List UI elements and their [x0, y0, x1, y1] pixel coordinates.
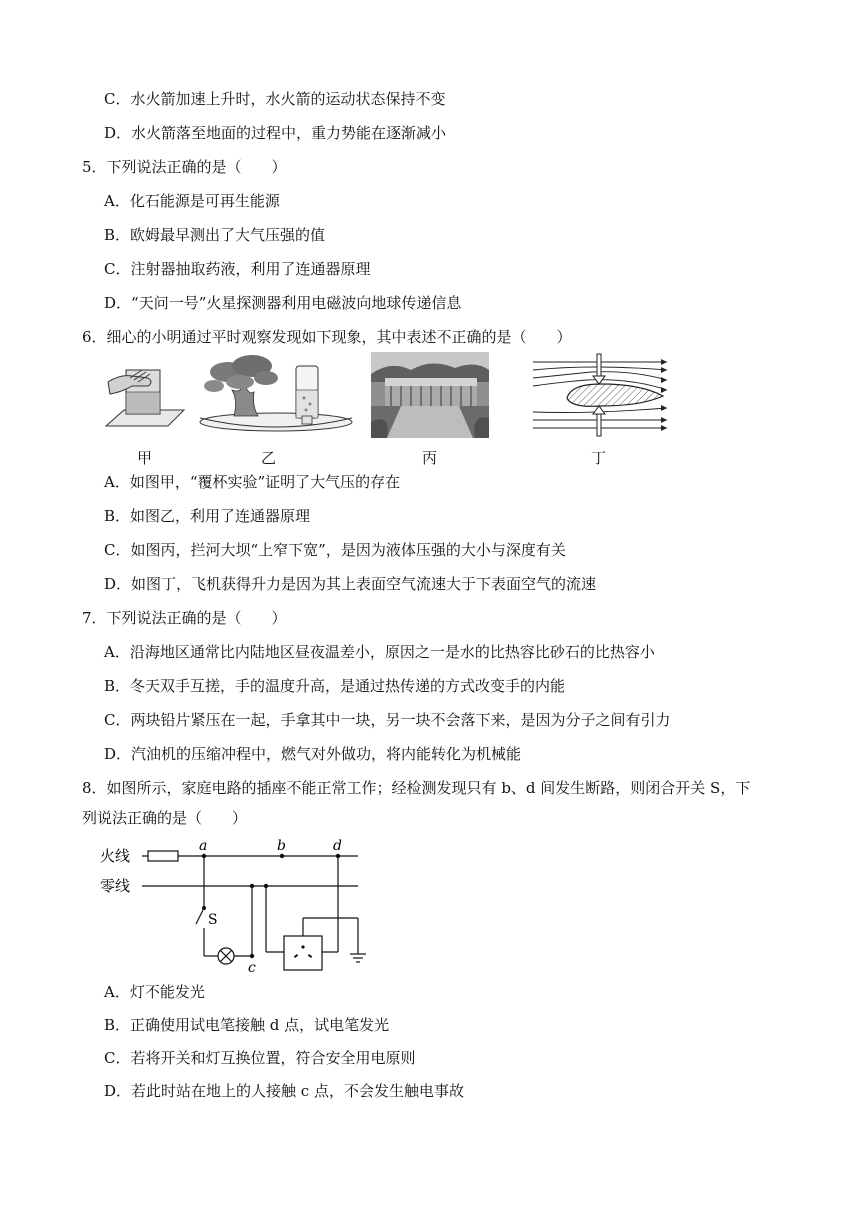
- q8-option-c: C．若将开关和灯互换位置，符合安全用电原则: [104, 1049, 416, 1067]
- q6-option-d: D．如图丁，飞机获得升力是因为其上表面空气流速大于下表面空气的流速: [104, 575, 597, 593]
- q4-option-d: D．水火箭落至地面的过程中，重力势能在逐渐减小: [104, 124, 447, 142]
- q5-option-a: A．化石能源是可再生能源: [104, 192, 280, 210]
- q8-option-b: B．正确使用试电笔接触 d 点，试电笔发光: [104, 1016, 390, 1034]
- figure-label-jia: 甲: [137, 449, 153, 467]
- q5-option-b: B．欧姆最早测出了大气压强的值: [104, 226, 326, 244]
- q6-stem: 6．细心的小明通过平时观察发现如下现象，其中表述不正确的是（ ）: [82, 328, 572, 346]
- point-a-label: a: [199, 838, 208, 854]
- point-b-label: b: [277, 838, 286, 854]
- q8-stem-line2: 列说法正确的是（ ）: [82, 809, 248, 827]
- figure-yi-bonsai-bottle: [196, 352, 356, 438]
- q8-option-d: D．若此时站在地上的人接触 c 点，不会发生触电事故: [104, 1082, 464, 1100]
- q6-option-a: A．如图甲，“覆杯实验”证明了大气压的存在: [104, 473, 401, 491]
- fuse-symbol: [148, 851, 178, 861]
- q6-option-b: B．如图乙，利用了连通器原理: [104, 507, 311, 525]
- figure-ding-airfoil: [531, 352, 669, 438]
- point-c-label: c: [248, 960, 256, 976]
- live-wire-label: 火线: [100, 847, 131, 865]
- figure-label-ding: 丁: [591, 449, 607, 467]
- neutral-wire-label: 零线: [100, 877, 131, 895]
- point-d-label: d: [333, 838, 342, 854]
- q6-option-c: C．如图丙，拦河大坝“上窄下宽”，是因为液体压强的大小与深度有关: [104, 541, 566, 559]
- q7-option-d: D．汽油机的压缩冲程中，燃气对外做功，将内能转化为机械能: [104, 745, 522, 763]
- figure-label-yi: 乙: [261, 449, 277, 467]
- q5-option-d: D．“天问一号”火星探测器利用电磁波向地球传递信息: [104, 294, 462, 312]
- q5-option-c: C．注射器抽取药液，利用了连通器原理: [104, 260, 371, 278]
- figure-jia-cup-experiment: [102, 352, 188, 438]
- q4-option-c: C．水火箭加速上升时，水火箭的运动状态保持不变: [104, 90, 446, 108]
- household-circuit-diagram: [100, 836, 370, 976]
- figure-bing-dam-photo: [371, 352, 489, 438]
- figure-label-bing: 丙: [422, 449, 438, 467]
- q7-option-a: A．沿海地区通常比内陆地区昼夜温差小，原因之一是水的比热容比砂石的比热容小: [104, 643, 655, 661]
- q7-option-c: C．两块铅片紧压在一起，手拿其中一块，另一块不会落下来，是因为分子之间有引力: [104, 711, 671, 729]
- q5-stem: 5．下列说法正确的是（ ）: [82, 158, 287, 176]
- q7-option-b: B．冬天双手互搓，手的温度升高，是通过热传递的方式改变手的内能: [104, 677, 566, 695]
- switch-s-label: S: [208, 912, 218, 928]
- q8-option-a: A．灯不能发光: [104, 983, 205, 1001]
- q7-stem: 7．下列说法正确的是（ ）: [82, 609, 287, 627]
- switch-blade: [196, 908, 204, 924]
- q8-stem-line1: 8．如图所示，家庭电路的插座不能正常工作；经检测发现只有 b、d 间发生断路，则闭合开关 S，下: [82, 779, 751, 797]
